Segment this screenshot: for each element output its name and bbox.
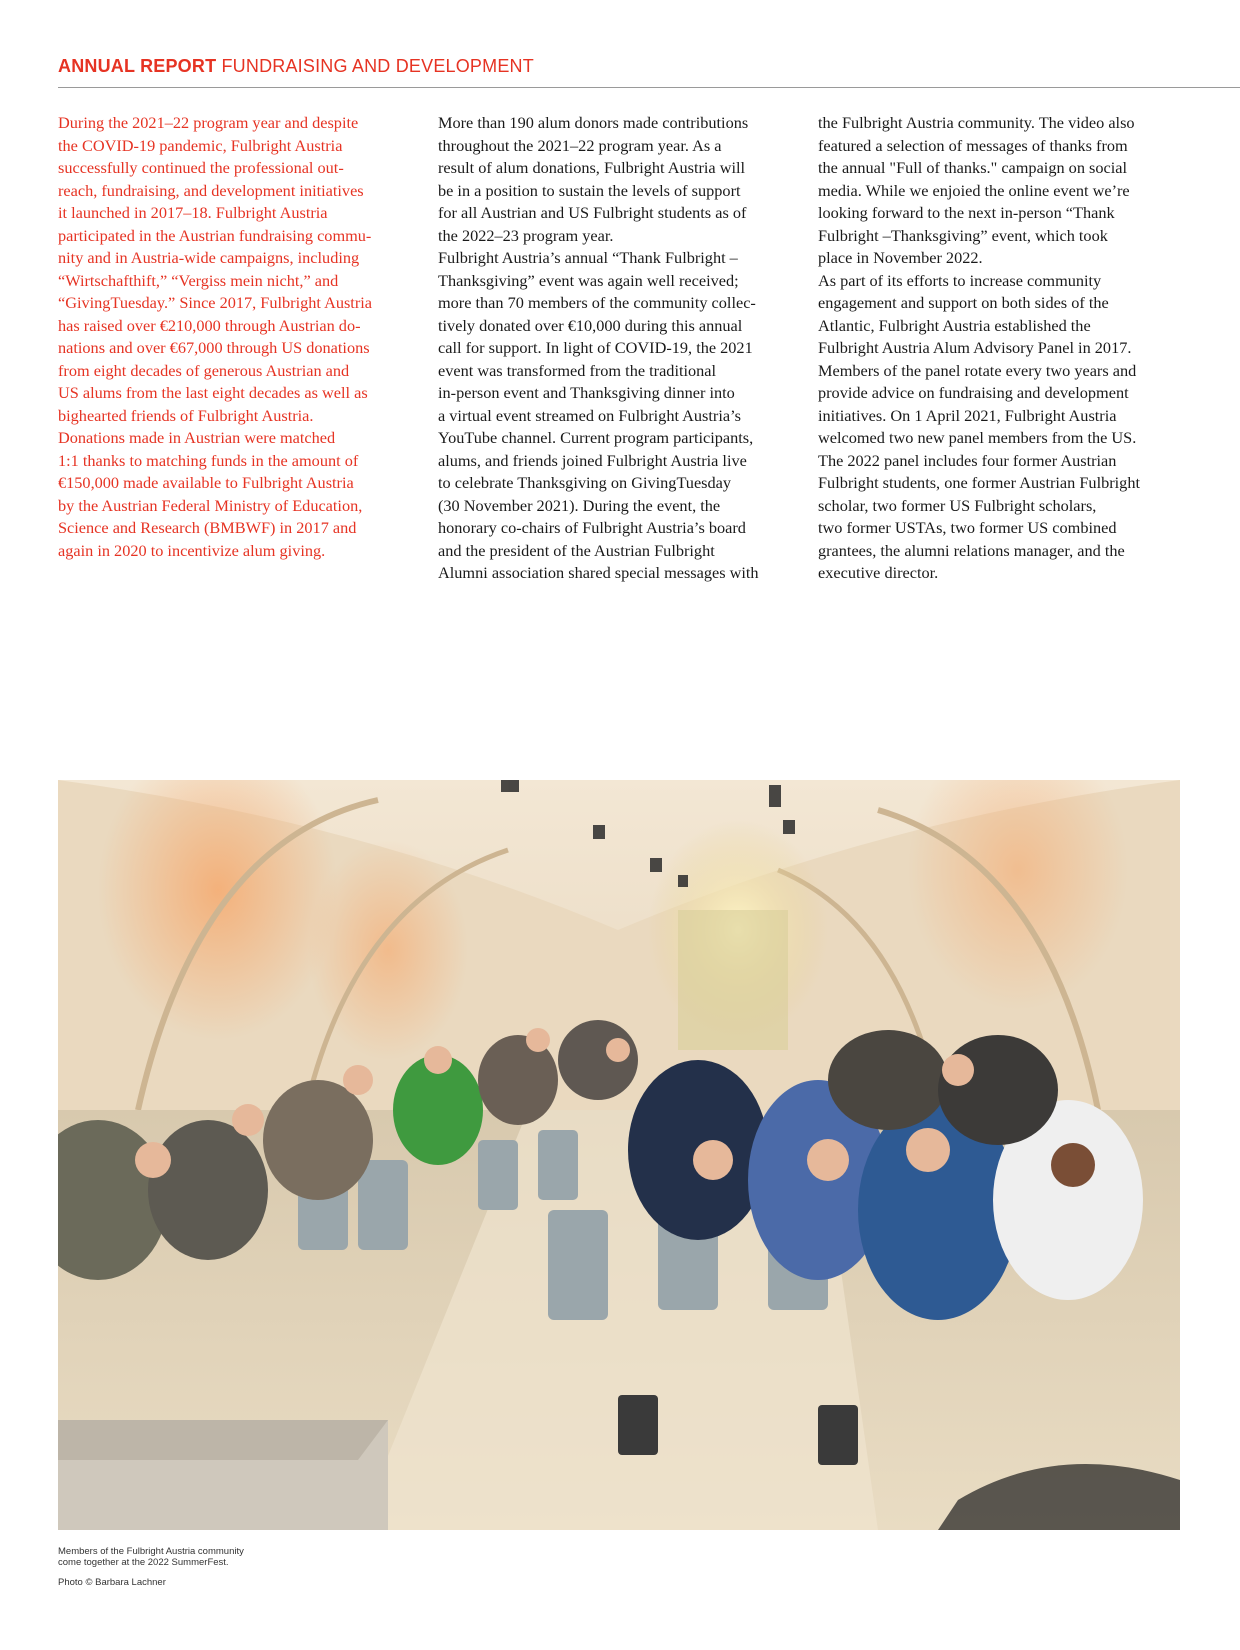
- text-line: by the Austrian Federal Ministry of Education,: [58, 495, 363, 515]
- text-line: (30 November 2021). During the event, the: [438, 495, 721, 515]
- text-line: “GivingTuesday.” Since 2017, Fulbright Austria: [58, 293, 373, 312]
- text-line: the annual "Full of thanks." campaign on social: [818, 158, 1128, 177]
- text-line: media. While we enjoied the online event we’re: [818, 180, 1130, 200]
- text-line: Members of the panel rotate every two years and: [818, 360, 1137, 380]
- text-line: alums, and friends joined Fulbright Austria live: [438, 450, 747, 470]
- text-line: As part of its efforts to increase community: [818, 270, 1102, 290]
- text-line: more than 70 members of the community collec-: [438, 293, 756, 312]
- text-line: 1:1 thanks to matching funds in the amount of: [58, 450, 359, 470]
- text-line: provide advice on fundraising and development: [818, 383, 1129, 402]
- text-line: come together at the 2022 SummerFest.: [58, 1557, 229, 1568]
- text-line: Alumni association shared special messages with: [438, 563, 759, 582]
- text-line: executive director.: [818, 563, 939, 582]
- text-line: Members of the Fulbright Austria community: [58, 1546, 244, 1557]
- text-line: for all Austrian and US Fulbright students as of: [438, 203, 747, 222]
- photo-credit: Photo © Barbara Lachner: [58, 1577, 166, 1588]
- text-line: More than 190 alum donors made contributions: [438, 113, 749, 132]
- text-line: the COVID-19 pandemic, Fulbright Austria: [58, 135, 343, 155]
- text-line: again in 2020 to incentivize alum giving.: [58, 540, 326, 560]
- text-line: and the president of the Austrian Fulbright: [438, 540, 715, 560]
- text-line: initiatives. On 1 April 2021, Fulbright Austria: [818, 405, 1117, 425]
- text-line: result of alum donations, Fulbright Austria will: [438, 158, 746, 177]
- text-line: scholar, two former US Fulbright scholars,: [818, 495, 1097, 515]
- event-photo: [58, 780, 1180, 1530]
- text-column-3: [818, 112, 1190, 585]
- text-line: Donations made in Austrian were matched: [58, 428, 336, 447]
- text-line: place in November 2022.: [818, 248, 983, 267]
- text-line: YouTube channel. Current program participants,: [438, 428, 754, 447]
- section-header: [58, 56, 534, 77]
- text-line: participated in the Austrian fundraising commu-: [58, 225, 372, 245]
- text-line: reach, fundraising, and development initiatives: [58, 180, 364, 200]
- header-rule: [58, 87, 1240, 88]
- text-line: be in a position to sustain the levels of support: [438, 180, 741, 200]
- text-line: has raised over €210,000 through Austrian do-: [58, 315, 361, 335]
- text-line: it launched in 2017–18. Fulbright Austria: [58, 203, 328, 222]
- text-line: grantees, the alumni relations manager, and the: [818, 540, 1125, 560]
- text-line: to celebrate Thanksgiving on GivingTuesday: [438, 473, 732, 492]
- text-line: nity and in Austria-wide campaigns, including: [58, 248, 360, 267]
- photo-caption: [58, 1546, 244, 1568]
- text-line: US alums from the last eight decades as well as: [58, 383, 368, 402]
- text-line: looking forward to the next in-person “Thank: [818, 203, 1115, 222]
- text-line: welcomed two new panel members from the US.: [818, 428, 1137, 447]
- text-line: Science and Research (BMBWF) in 2017 and: [58, 518, 357, 537]
- text-line: featured a selection of messages of thanks from: [818, 135, 1128, 155]
- text-line: engagement and support on both sides of the: [818, 293, 1109, 312]
- text-column-1: [58, 112, 413, 562]
- text-line: €150,000 made available to Fulbright Austria: [58, 473, 354, 492]
- text-line: Fulbright students, one former Austrian Fulbright: [818, 473, 1140, 492]
- text-line: call for support. In light of COVID-19, the 2021: [438, 338, 753, 357]
- text-line: throughout the 2021–22 program year. As a: [438, 135, 722, 155]
- text-line: a virtual event streamed on Fulbright Austria’s: [438, 405, 741, 425]
- text-line: from eight decades of generous Austrian and: [58, 360, 350, 380]
- text-line: bighearted friends of Fulbright Austria.: [58, 405, 314, 425]
- text-line: the 2022–23 program year.: [438, 225, 614, 245]
- text-line: “Wirtschafthift,” “Vergiss mein nicht,” and: [58, 270, 339, 290]
- section-header-title: FUNDRAISING AND DEVELOPMENT: [221, 56, 534, 76]
- text-line: tively donated over €10,000 during this annual: [438, 315, 743, 335]
- text-line: successfully continued the professional out-: [58, 158, 344, 177]
- section-header-bold: ANNUAL REPORT: [58, 56, 217, 76]
- text-line: Atlantic, Fulbright Austria established the: [818, 315, 1091, 335]
- text-line: Fulbright –Thanksgiving” event, which took: [818, 225, 1108, 245]
- event-photo-illustration: [58, 780, 1180, 1530]
- text-line: During the 2021–22 program year and despite: [58, 113, 359, 132]
- text-line: Fulbright Austria Alum Advisory Panel in 2017.: [818, 338, 1132, 357]
- text-line: event was transformed from the traditional: [438, 360, 717, 380]
- text-line: two former USTAs, two former US combined: [818, 518, 1117, 537]
- text-line: in-person event and Thanksgiving dinner into: [438, 383, 735, 402]
- text-line: the Fulbright Austria community. The video also: [818, 113, 1135, 132]
- text-line: Fulbright Austria’s annual “Thank Fulbright –: [438, 248, 738, 267]
- text-column-2: [438, 112, 793, 585]
- text-line: Thanksgiving” event was again well received;: [438, 270, 739, 290]
- text-line: The 2022 panel includes four former Austrian: [818, 450, 1117, 470]
- text-line: nations and over €67,000 through US donations: [58, 338, 370, 357]
- text-line: honorary co-chairs of Fulbright Austria’s board: [438, 518, 746, 537]
